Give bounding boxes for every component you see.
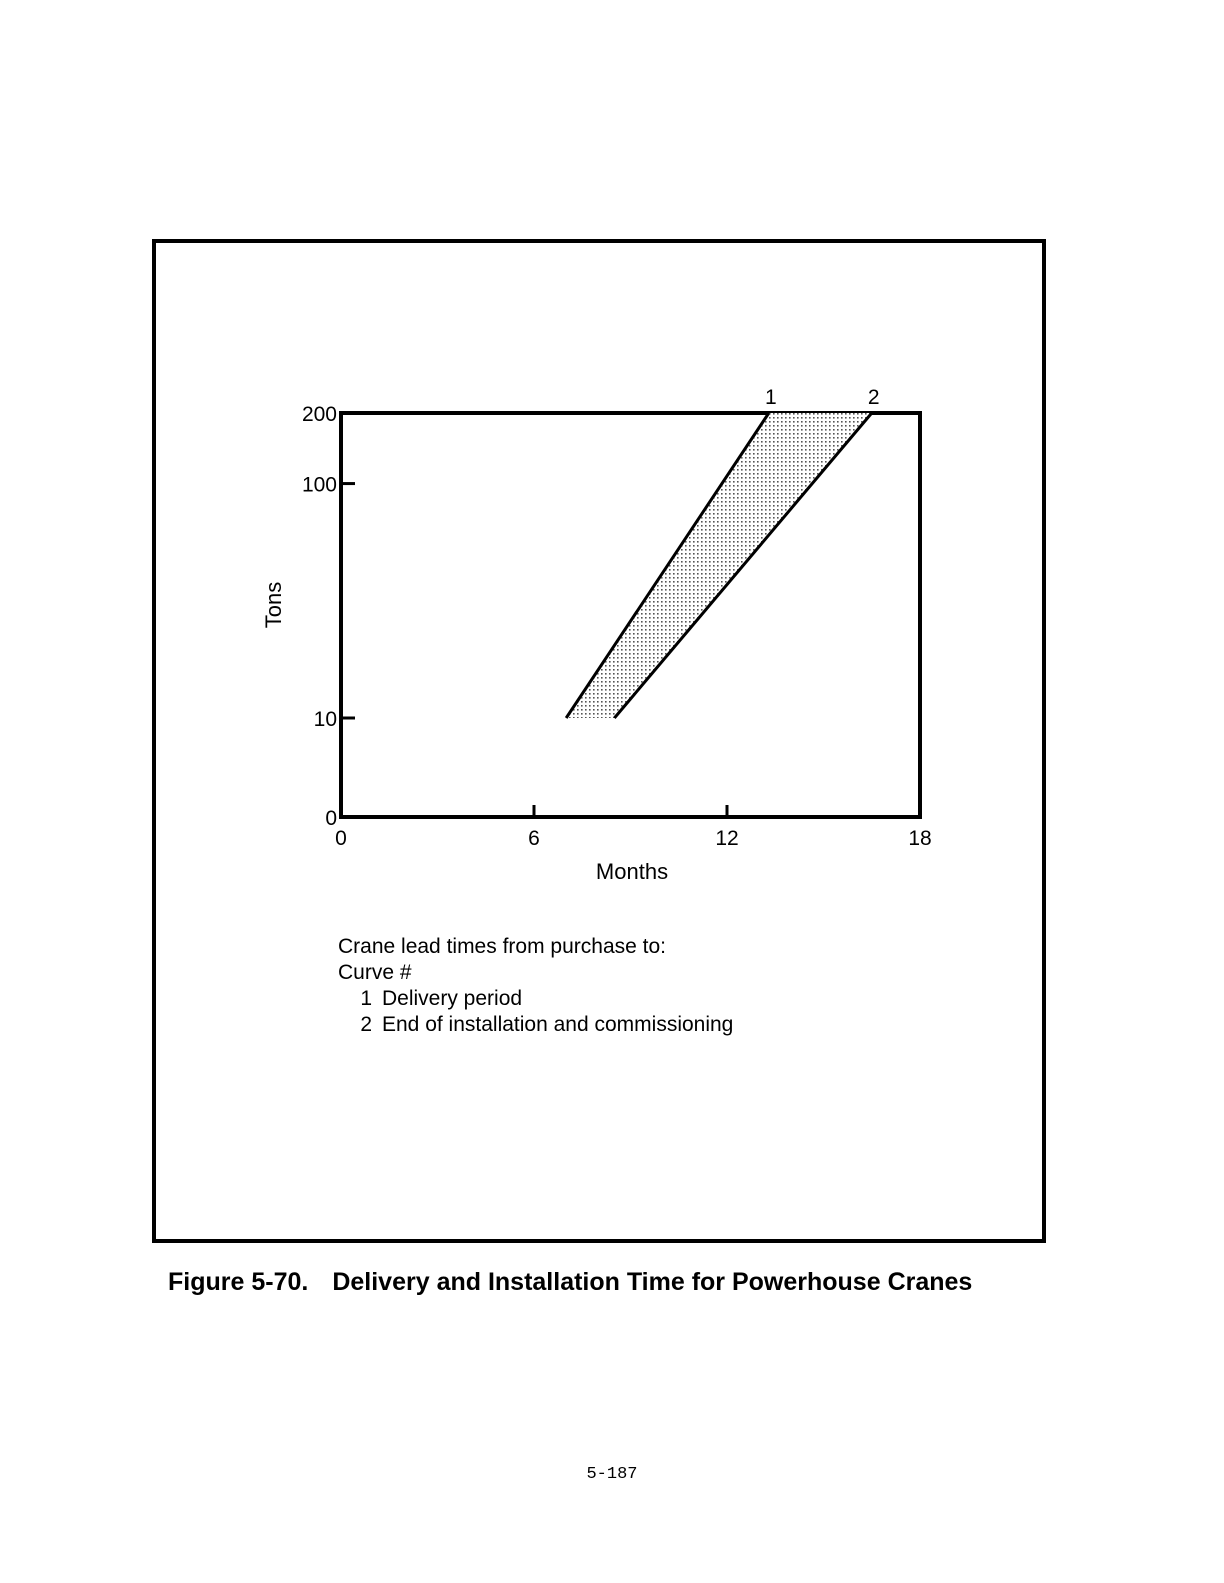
legend-heading: Crane lead times from purchase to: [338, 935, 666, 958]
legend [338, 934, 733, 1038]
x-tick-label: 12 [715, 827, 739, 850]
y-tick-label: 10 [313, 708, 337, 731]
legend-subheading: Curve # [338, 961, 412, 984]
series-label-2: 2 [867, 386, 880, 409]
legend-item-number: 1 [360, 987, 372, 1010]
figure-caption [168, 1268, 972, 1297]
legend-item-label: End of installation and commissioning [382, 1013, 734, 1036]
shaded-band [566, 413, 872, 718]
x-axis-title: Months [595, 859, 669, 884]
y-tick-label: 0 [325, 807, 337, 830]
plot-area [341, 413, 920, 817]
page-number: 5-187 [586, 1465, 638, 1484]
legend-item-number: 2 [360, 1013, 372, 1036]
y-tick-label: 200 [301, 403, 337, 426]
figure-number: Figure 5-70. [168, 1268, 309, 1296]
legend-item-label: Delivery period [382, 987, 523, 1010]
legend-item-2 [338, 1012, 733, 1038]
series-label-1: 1 [764, 386, 777, 409]
legend-item-1 [338, 986, 733, 1012]
y-tick-label: 100 [301, 473, 337, 497]
x-tick-label: 6 [528, 827, 540, 850]
figure-title: Delivery and Installation Time for Powerhouse Cranes [332, 1268, 973, 1296]
y-axis-title: Tons [261, 581, 286, 629]
x-tick-label: 0 [335, 827, 347, 850]
x-tick-label: 18 [908, 827, 932, 850]
